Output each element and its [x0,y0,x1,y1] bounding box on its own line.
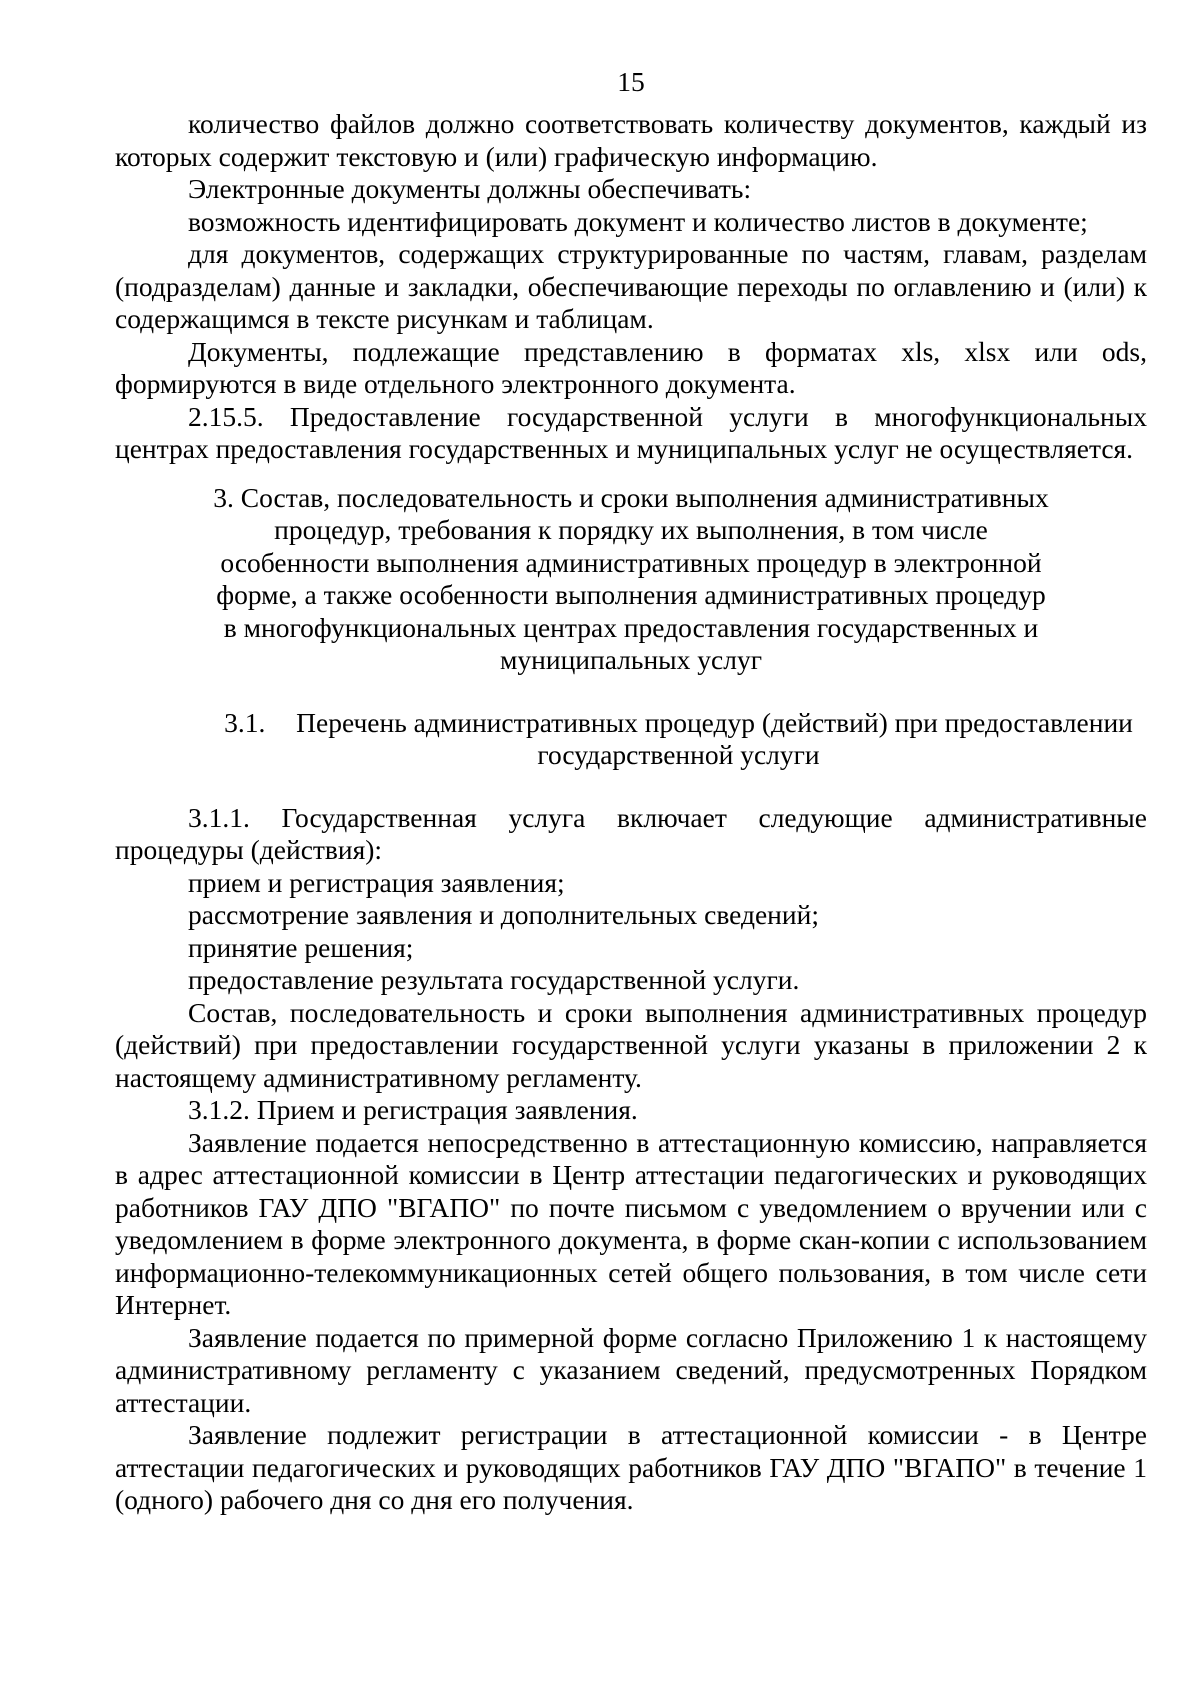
paragraph: Заявление подается непосредственно в аттестационную комиссию, направляется в адрес аттестационной комиссии в Центр аттестации педагогических и руководящих работников ГАУ ДПО "ВГАПО" по почте письмом с уведомлением о вручении или с уведомлением в форме электронного документа, в форме скан-копии с использованием информационно-телекоммуникационных сетей общего пользования, в том числе сети Интернет. [115,1126,1147,1320]
page-number: 15 [617,66,645,97]
section-number: 3. [213,481,234,513]
paragraph: для документов, содержащих структурированные по частям, главам, разделам (подразделам) данные и закладки, обеспечивающие переходы по оглавлению и (или) к содержащимся в тексте рисункам и таблицам. [115,238,1147,334]
paragraph-3-1-1: 3.1.1. Государственная услуга включает следующие административные процедуры (действия): [115,801,1147,865]
list-item: прием и регистрация заявления; [188,866,565,898]
list-item: предоставление результата государственной услуги. [188,964,800,995]
paragraph: Документы, подлежащие представлению в форматах xls, xlsx или ods, формируются в виде отдельного электронного документа. [115,335,1147,399]
paragraph-2-15-5: 2.15.5. Предоставление государственной услуги в многофункциональных центрах предоставления государственных и муниципальных услуг не осуществляется. [115,400,1147,464]
list-item: рассмотрение заявления и дополнительных сведений; [188,899,819,930]
paragraph: Электронные документы должны обеспечивать: [188,173,752,204]
paragraph: возможность идентифицировать документ и количество листов в документе; [188,205,1088,237]
paragraph: Заявление подается по примерной форме согласно Приложению 1 к настоящему административному регламенту с указанием сведений, предусмотренных Порядком аттестации. [115,1321,1147,1418]
list-item: принятие решения; [188,931,414,963]
paragraph-3-1-2: 3.1.2. Прием и регистрация заявления. [188,1094,638,1125]
section-heading-3 [115,482,1147,677]
paragraph: Заявление подлежит регистрации в аттестационной комиссии - в Центре аттестации педагогических и руководящих работников ГАУ ДПО "ВГАПО" в течение 1 (одного) рабочего дня со дня его получения. [115,1419,1147,1515]
section-heading-3-1 [115,707,1147,772]
section-title: Состав, последовательность и сроки выполнения административных процедур, требования к порядку их выполнения, в том числе особенности выполнения административных процедур в электронной форме, а также особенности выполнения административных процедур в многофункциональных центрах предоставления государственных и муниципальных услуг [216,481,1049,675]
subsection-title: Перечень административных процедур (действий) при предоставлении государственной услуги [296,706,1133,770]
subsection-number: 3.1. [224,706,266,738]
paragraph-continuation: количество файлов должно соответствовать количеству документов, каждый из которых содержит текстовую и (или) графическую информацию. [115,108,1147,172]
paragraph: Состав, последовательность и сроки выполнения административных процедур (действий) при предоставлении государственной услуги указаны в приложении 2 к настоящему административному регламенту. [115,996,1147,1093]
document-page [115,66,1147,1517]
